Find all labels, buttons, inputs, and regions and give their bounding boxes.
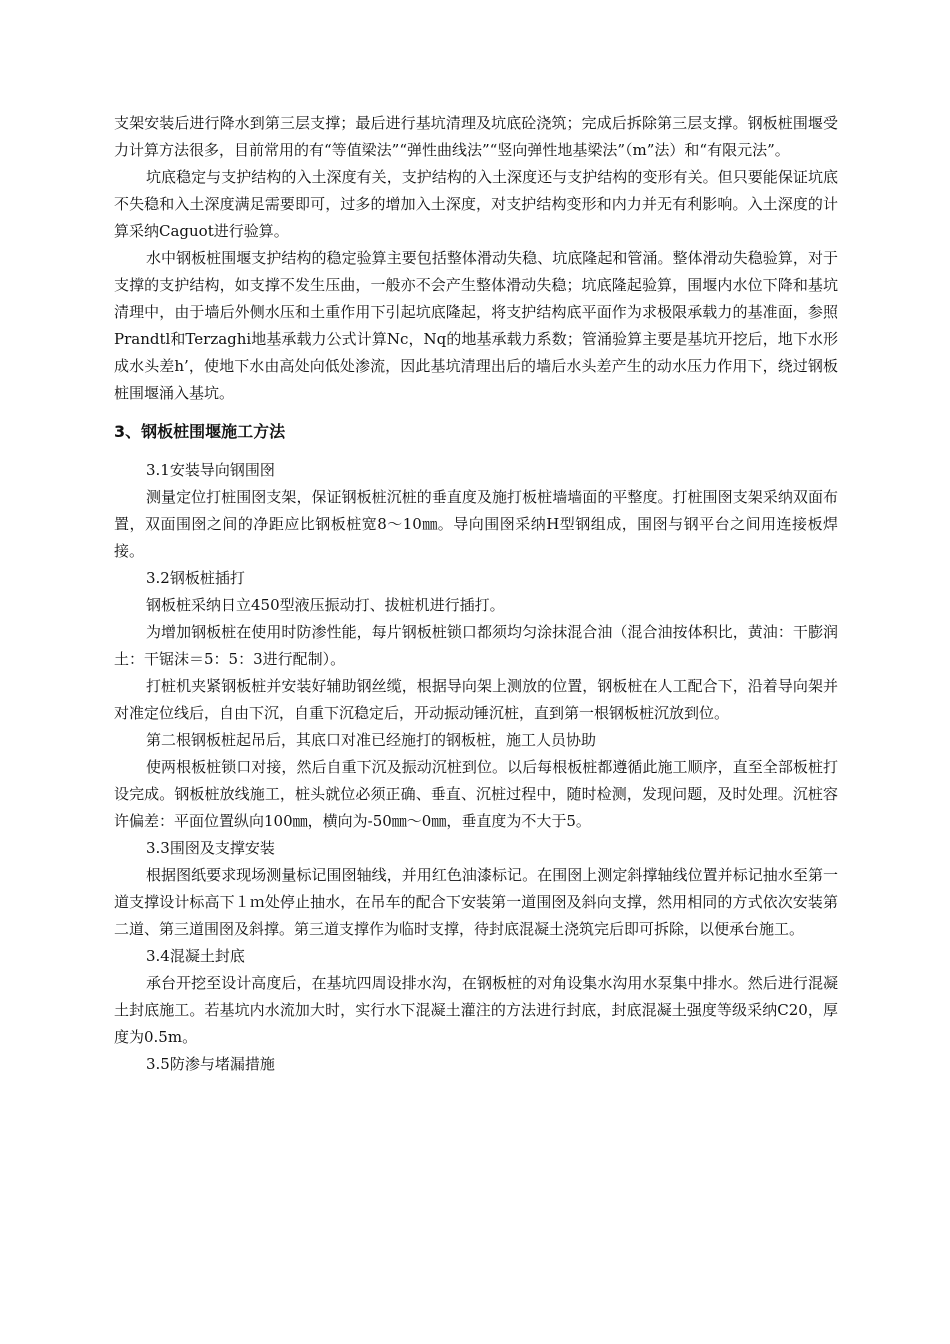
paragraph-3-3-bracing: 根据图纸要求现场测量标记围囹轴线，并用红色油漆标记。在围囹上测定斜撑轴线位置并标记抽水至第一道支撑设计标高下１ｍ处停止抽水，在吊车的配合下安装第一道围囹及斜向支撑，然用相同的方式依次安装第二道、第三道围囹及斜撑。第三道支撑作为临时支撑，待封底混凝土浇筑完后即可拆除，以便承台施工。 — [114, 866, 838, 938]
paragraph-3-1-guide-frame: 测量定位打桩围囹支架，保证钢板桩沉桩的垂直度及施打板桩墙墙面的平整度。打桩围囹支架采纳双面布置，双面围囹之间的净距应比钢板桩宽8～10㎜。导向围囹采纳H型钢组成，围囹与钢平台之间用连接板焊接。 — [114, 488, 838, 560]
paragraph-3-2-machine: 钢板桩采纳日立450型液压振动打、拔桩机进行插打。 — [146, 596, 505, 614]
document-body — [114, 110, 838, 1078]
paragraph-3-2-tolerance: 使两根板桩锁口对接，然后自重下沉及振动沉桩到位。以后每根板桩都遵循此施工顺序，直至全部板桩打设完成。钢板桩放线施工，桩头就位必须正确、垂直、沉桩过程中，随时检测，发现问题，及时处理。沉桩容许偏差：平面位置纵向100㎜，横向为-50㎜～0㎜，垂直度为不大于5。 — [114, 758, 838, 830]
subsection-title-3-2: 3.2钢板桩插打 — [146, 569, 245, 587]
paragraph-3-2-first-pile: 打桩机夹紧钢板桩并安装好辅助钢丝缆，根据导向架上测放的位置，钢板桩在人工配合下，沿着导向架并对准定位线后，自由下沉，自重下沉稳定后，开动振动锤沉桩，直到第一根钢板桩沉放到位。 — [114, 677, 838, 722]
section-title-construction-method: 3、钢板桩围堰施工方法 — [114, 422, 286, 441]
subsection-title-3-4: 3.4混凝土封底 — [146, 947, 245, 965]
paragraph-embedment-depth: 坑底稳定与支护结构的入土深度有关，支护结构的入土深度还与支护结构的变形有关。但只要能保证坑底不失稳和入土深度满足需要即可，过多的增加入土深度，对支护结构变形和内力并无有利影响。入土深度的计算采纳Caguot进行验算。 — [114, 168, 838, 240]
paragraph-3-2-second-pile: 第二根钢板桩起吊后，其底口对准已经施打的钢板桩，施工人员协助 — [146, 731, 597, 749]
paragraph-stability-check: 水中钢板桩围堰支护结构的稳定验算主要包括整体滑动失稳、坑底隆起和管涌。整体滑动失稳验算，对于支撑的支护结构，如支撑不发生压曲，一般亦不会产生整体滑动失稳；坑底隆起验算，围堰内水位下降和基坑清理中，由于墙后外侧水压和土重作用下引起坑底隆起，将支护结构底平面作为求极限承载力的基准面，参照Prandtl和Terzaghi地基承载力公式计算Nc，Nq的地基承载力系数；管涌验算主要是基坑开挖后，地下水形成水头差h’，使地下水由高处向低处渗流，因此基坑清理出后的墙后水头差产生的动水压力作用下，绕过钢板桩围堰涌入基坑。 — [114, 249, 838, 402]
paragraph-support-removal: 支架安装后进行降水到第三层支撑；最后进行基坑清理及坑底砼浇筑；完成后拆除第三层支撑。钢板桩围堰受力计算方法很多，目前常用的有“等值梁法”“弹性曲线法”“竖向弹性地基梁法”（m”法）和“有限元法”。 — [114, 114, 838, 159]
subsection-title-3-5: 3.5防渗与堵漏措施 — [146, 1055, 275, 1073]
paragraph-3-2-grease: 为增加钢板桩在使用时防渗性能，每片钢板桩锁口都须均匀涂抹混合油（混合油按体积比，黄油：干膨润土：干锯沫＝5：5：3进行配制）。 — [114, 623, 838, 668]
paragraph-3-4-sealing: 承台开挖至设计高度后，在基坑四周设排水沟，在钢板桩的对角设集水沟用水泵集中排水。然后进行混凝土封底施工。若基坑内水流加大时，实行水下混凝土灌注的方法进行封底，封底混凝土强度等级采纳C20，厚度为0.5m。 — [114, 974, 838, 1046]
subsection-title-3-3: 3.3围囹及支撑安装 — [146, 839, 275, 857]
subsection-title-3-1: 3.1安装导向钢围囹 — [146, 461, 275, 479]
